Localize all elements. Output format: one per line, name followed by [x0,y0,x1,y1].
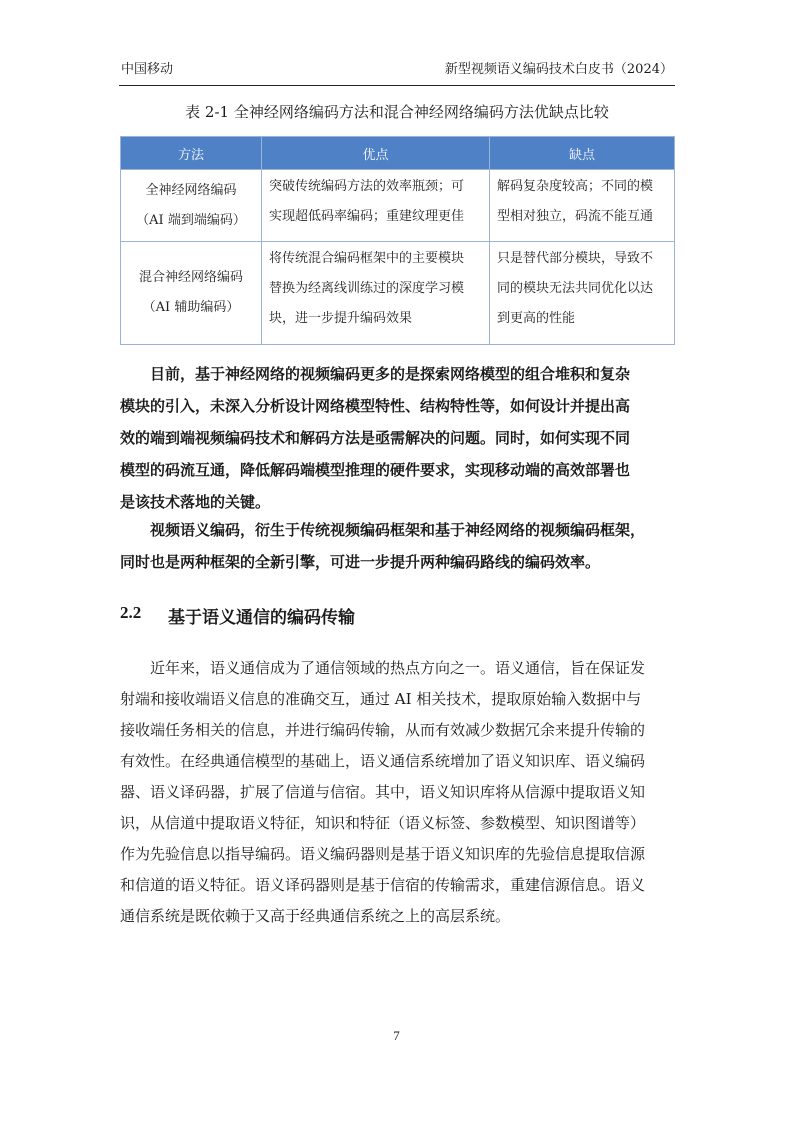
header-method: 方法 [121,137,262,170]
cell-line: 同的模块无法共同优化以达 [497,281,654,296]
cell-pros [262,242,490,345]
paragraph-line: 模块的引入，未深入分析设计网络模型特性、结构特性等，如何设计并提出高 [120,397,631,415]
table-caption: 表 2-1 全神经网络编码方法和混合神经网络编码方法优缺点比较 [185,103,609,121]
header-cons: 缺点 [490,137,675,170]
cell-method [121,170,262,242]
paragraph-challenges [120,358,676,518]
table-row [121,242,675,345]
cell-cons [490,170,675,242]
cell-line: 只是替代部分模块，导致不 [497,251,654,266]
cell-line: 实现超低码率编码；重建纹理更佳 [269,209,465,224]
header-pros: 优点 [262,137,490,170]
paragraph-line: 器、语义译码器，扩展了信道与信宿。其中，语义知识库将从信源中提取语义知 [120,783,646,801]
paragraph-line: 效的端到端视频编码技术和解码方法是亟需解决的问题。同时，如何实现不同 [120,429,631,447]
cell-method [121,242,262,345]
cell-pros [262,170,490,242]
paragraph-line: 识，从信道中提取语义特征，知识和特征（语义标签、参数模型、知识图谱等） [120,814,646,832]
paragraph-line: 通信系统是既依赖于又高于经典通信系统之上的高层系统。 [120,907,511,925]
section-number: 2.2 [120,603,142,622]
header-org: 中国移动 [121,62,174,77]
cell-line: 块，进一步提升编码效果 [269,311,413,326]
paragraph-line: 作为先验信息以指导编码。语义编码器则是基于语义知识库的先验信息提取信源 [120,845,646,863]
cell-line: （AI 端到端编码） [136,212,246,228]
paragraph-line: 视频语义编码，衍生于传统视频编码框架和基于神经网络的视频编码框架， [150,521,646,539]
cell-line: 将传统混合编码框架中的主要模块 [269,251,465,266]
cell-line: 到更高的性能 [497,311,576,326]
paragraph-line: 和信道的语义特征。语义译码器则是基于信宿的传输需求，重建信源信息。语义 [120,876,646,894]
cell-cons [490,242,675,345]
cell-line: 解码复杂度较高；不同的模 [497,179,654,194]
paragraph-line: 模型的码流互通，降低解码端模型推理的硬件要求，实现移动端的高效部署也 [120,461,631,479]
cell-line: 突破传统编码方法的效率瓶颈；可 [269,179,465,194]
table-header-row [121,137,675,170]
paragraph-line: 接收端任务相关的信息，并进行编码传输，从而有效减少数据冗余来提升传输的 [120,721,646,739]
paragraph-line: 是该技术落地的关键。 [120,493,271,511]
paragraph-line: 射端和接收端语义信息的准确交互，通过 AI 相关技术，提取原始输入数据中与 [120,690,642,708]
paragraph-semantic-communication [120,653,676,932]
cell-line: 替换为经离线训练过的深度学习模 [269,281,465,296]
table-row [121,170,675,242]
cell-line: 全神经网络编码 [145,182,237,198]
header-divider [119,85,675,86]
section-title: 基于语义通信的编码传输 [168,608,355,628]
page-number: 7 [393,1028,400,1043]
cell-line: （AI 辅助编码） [142,300,240,315]
cell-line: 型相对独立，码流不能互通 [497,209,654,224]
paragraph-line: 近年来，语义通信成为了通信领域的热点方向之一。语义通信，旨在保证发 [150,659,646,677]
comparison-table [120,136,675,345]
paragraph-line: 有效性。在经典通信模型的基础上，语义通信系统增加了语义知识库、语义编码 [120,752,646,770]
paragraph-semantic-coding [120,514,676,578]
paragraph-line: 同时也是两种框架的全新引擎，可进一步提升两种编码路线的编码效率。 [120,553,601,571]
paragraph-line: 目前，基于神经网络的视频编码更多的是探索网络模型的组合堆积和复杂 [150,365,631,383]
cell-line: 混合神经网络编码 [138,270,243,285]
header-doc-title: 新型视频语义编码技术白皮书（2024） [444,62,673,77]
